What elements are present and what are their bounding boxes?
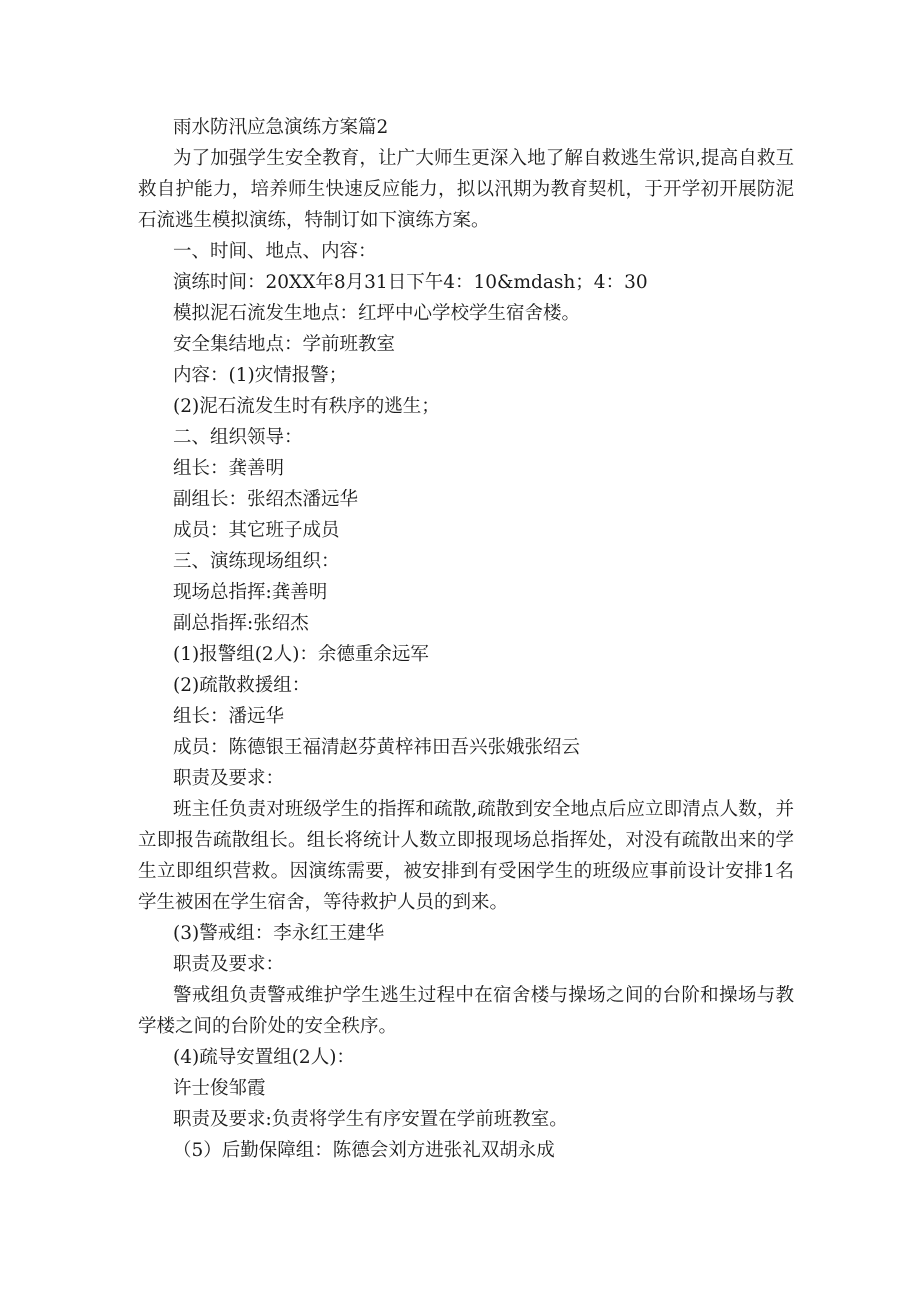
alarm-group: (1)报警组(2人)：余德重余远军 [173, 644, 429, 665]
section-heading-organization: 二、组织领导： [173, 427, 303, 448]
settlement-duty: 职责及要求:负责将学生有序安置在学前班教室。 [173, 1109, 568, 1130]
deputy-leader: 副组长：张绍杰潘远华 [173, 489, 359, 510]
evacuation-duty-text: 班主任负责对班级学生的指挥和疏散,疏散到安全地点后应立即清点人数，并立即报告疏散组长。组长将统计人数立即报现场总指挥处，对没有疏散出来的学生立即组织营救。因演练需要，被安排到有受困学生的班级应事前设计安排1名学生被困在学生宿舍，等待救护人员的到来。 [138, 799, 794, 913]
guard-duty-label: 职责及要求： [173, 954, 285, 975]
content-item-1: 内容：(1)灾情报警； [173, 365, 348, 386]
deputy-commander: 副总指挥:张绍杰 [173, 613, 309, 634]
settlement-group: (4)疏导安置组(2人)： [173, 1047, 355, 1068]
group-leader: 组长：龚善明 [173, 458, 285, 479]
evacuation-group: (2)疏散救援组： [173, 675, 311, 696]
settlement-members: 许士俊邹霞 [173, 1078, 266, 1099]
guard-duty-text: 警戒组负责警戒维护学生逃生过程中在宿舍楼与操场之间的台阶和操场与教学楼之间的台阶处的安全秩序。 [138, 985, 794, 1037]
document-body [138, 112, 798, 1166]
document-title: 雨水防汛应急演练方案篇2 [173, 117, 389, 138]
onsite-commander: 现场总指挥:龚善明 [173, 582, 328, 603]
section-heading-onsite: 三、演练现场组织： [173, 551, 340, 572]
intro-paragraph: 为了加强学生安全教育，让广大师生更深入地了解自救逃生常识,提高自救互救自护能力，培养师生快速反应能力，拟以汛期为教育契机，于开学初开展防泥石流逃生模拟演练，特制订如下演练方案。 [138, 148, 794, 231]
group-members: 成员：其它班子成员 [173, 520, 340, 541]
evacuation-members: 成员：陈德银王福清赵芬黄梓祎田吾兴张娥张绍云 [173, 737, 581, 758]
drill-time: 演练时间：20XX年8月31日下午4：10&mdash；4：30 [173, 272, 648, 293]
evacuation-leader: 组长：潘远华 [173, 706, 285, 727]
guard-group: (3)警戒组：李永红王建华 [173, 923, 385, 944]
drill-location: 模拟泥石流发生地点：红坪中心学校学生宿舍楼。 [173, 303, 581, 324]
assembly-point: 安全集结地点：学前班教室 [173, 334, 396, 355]
logistics-group: （5）后勤保障组：陈德会刘方进张礼双胡永成 [173, 1140, 555, 1161]
evacuation-duty-label: 职责及要求： [173, 768, 285, 789]
content-item-2: (2)泥石流发生时有秩序的逃生； [173, 396, 440, 417]
section-heading-time-place: 一、时间、地点、内容： [173, 241, 377, 262]
